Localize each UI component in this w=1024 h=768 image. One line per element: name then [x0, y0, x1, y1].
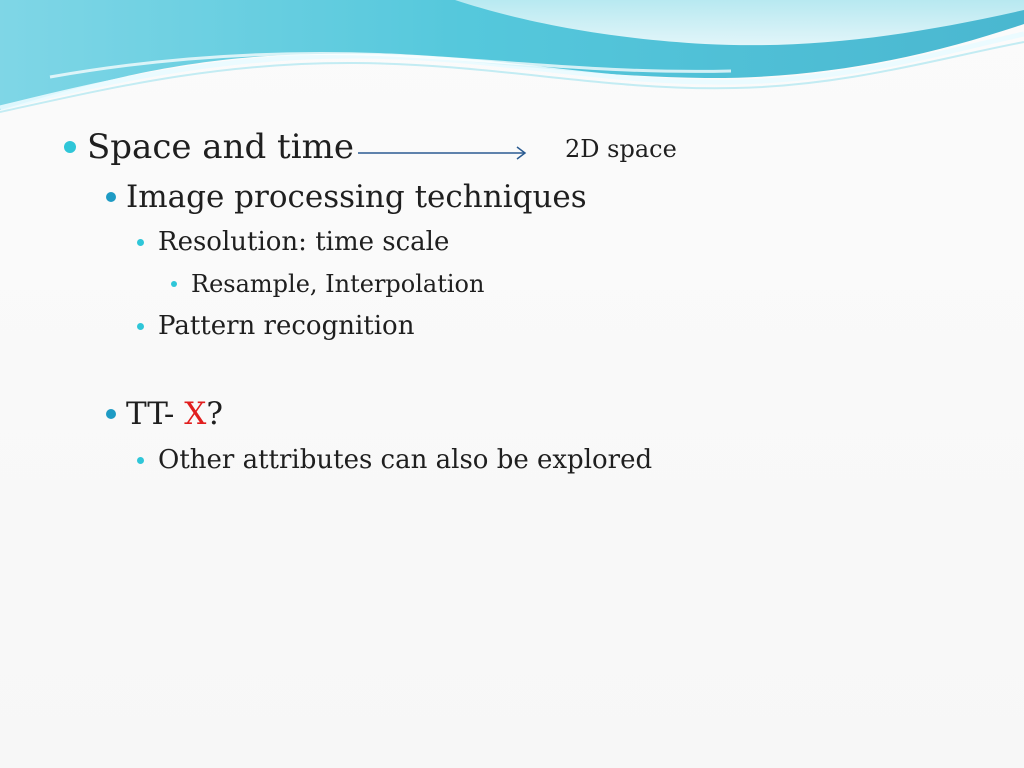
bullet-other-attributes: [137, 445, 652, 475]
bullet-icon: [137, 457, 144, 464]
bullet-text: Image processing techniques: [126, 179, 587, 215]
bullet-icon: [137, 239, 144, 246]
bullet-text: [126, 396, 223, 432]
bullet-resample: [171, 270, 484, 298]
arrow-icon: [357, 144, 533, 162]
bullet-space-time: [64, 127, 354, 167]
bullet-text: Other attributes can also be explored: [158, 445, 653, 475]
tt-x: X: [184, 396, 207, 432]
arrow-target-label: 2D space: [565, 135, 677, 163]
bullet-icon: [106, 409, 116, 419]
bullet-text: Resample, Interpolation: [191, 270, 485, 298]
bullet-text: Resolution: time scale: [158, 227, 450, 257]
bullet-resolution: [137, 227, 449, 257]
tt-prefix: TT-: [126, 396, 185, 432]
bullet-image-processing: [106, 179, 587, 215]
bullet-icon: [64, 141, 76, 153]
bullet-icon: [171, 281, 177, 287]
bullet-icon: [137, 323, 144, 330]
wave-decoration: [0, 0, 1024, 130]
tt-suffix: ?: [206, 396, 223, 432]
bullet-icon: [106, 192, 116, 202]
bullet-text: Pattern recognition: [158, 311, 415, 341]
bullet-tt-x: [106, 396, 223, 432]
bullet-text: Space and time: [87, 127, 354, 167]
bullet-pattern-recognition: [137, 311, 414, 341]
